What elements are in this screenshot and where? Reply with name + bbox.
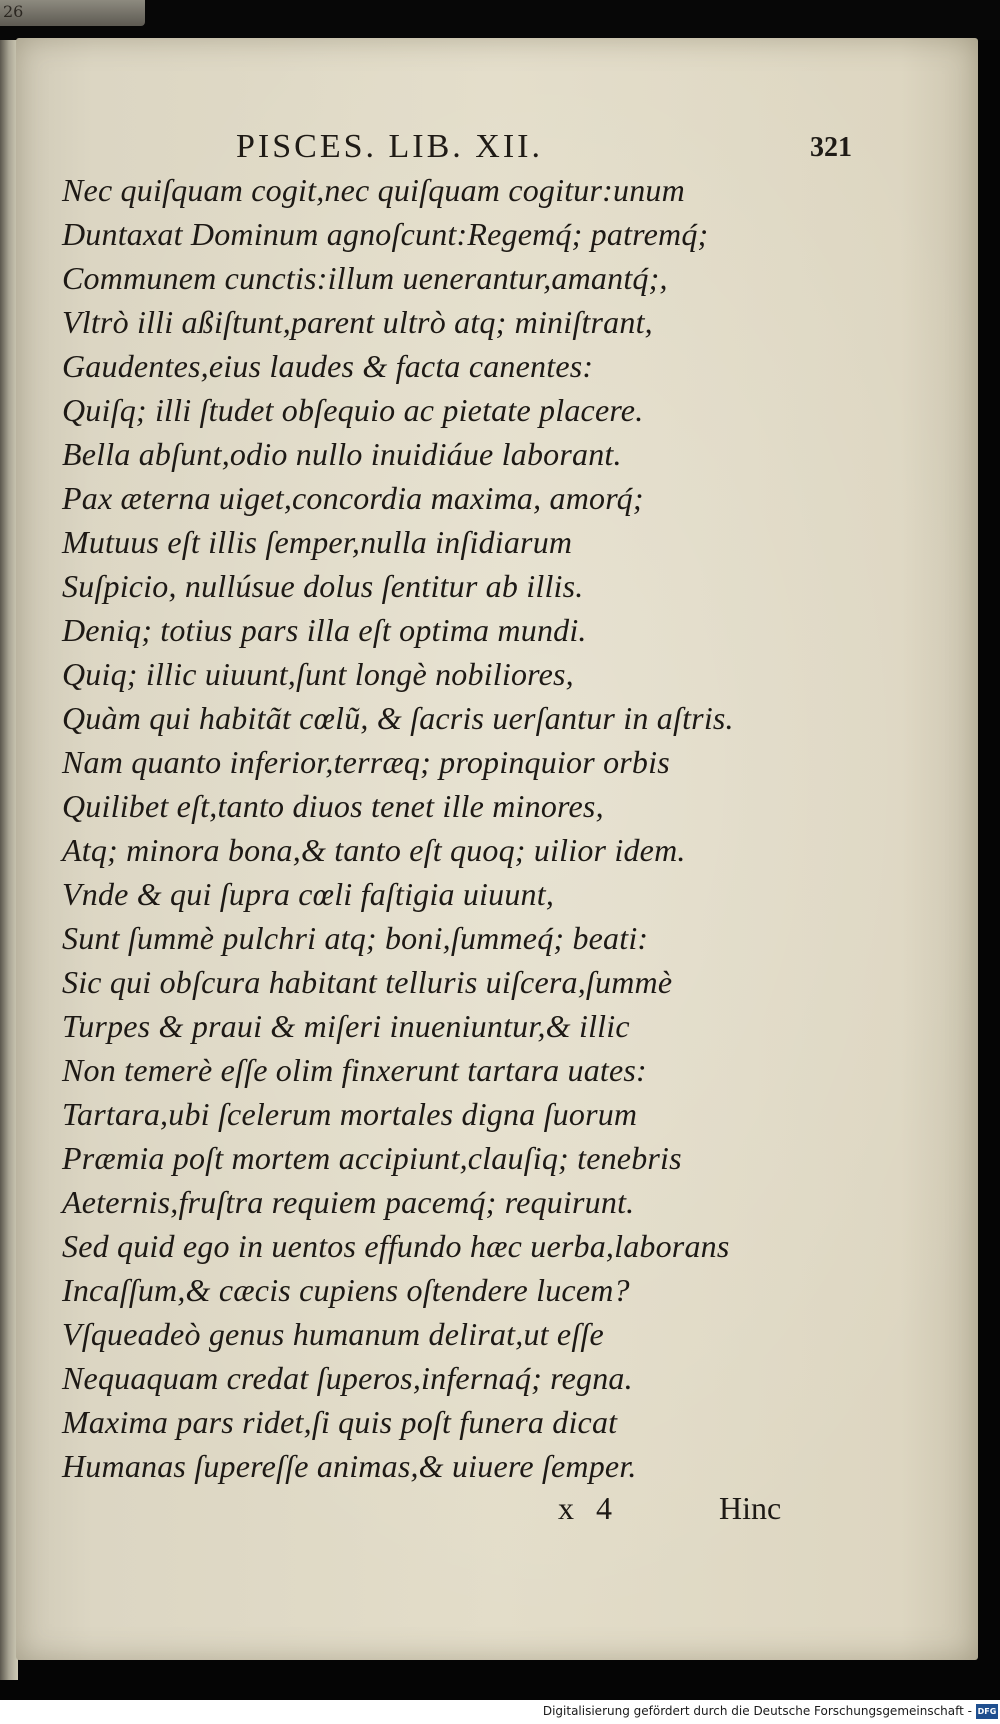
verse-line-2: Duntaxat Dominum agnoſcunt:Regemq́; patremq́; (62, 216, 709, 252)
verse-line-14: Nam quanto inferior,terræq; propinquior orbis (62, 744, 670, 780)
verse-line-3: Communem cunctis:illum uenerantur,amantq́;, (62, 260, 668, 296)
book-page (16, 38, 978, 1660)
verse-line-20: Turpes & praui & miſeri inueniuntur,& illic (62, 1008, 630, 1044)
catchword: Hinc (719, 1490, 782, 1526)
verse-line-17: Vnde & qui ſupra cœli faſtigia uiuunt, (62, 876, 555, 912)
verse-line-24: Aeternis,fruſtra requiem pacemq́; requirunt. (62, 1184, 635, 1220)
verse-line-19: Sic qui obſcura habitant telluris uiſcera,ſummè (62, 964, 673, 1000)
verse-line-18: Sunt ſummè pulchri atq; boni,ſummeq́; beati: (62, 920, 649, 956)
verse-line-16: Atq; minora bona,& tanto eſt quoq; uilior idem. (62, 832, 686, 868)
scan-top-background (0, 0, 1000, 40)
verse-line-30: Humanas ſupereſſe animas,& uiuere ſemper. (62, 1448, 637, 1484)
verse-line-21: Non temerè eſſe olim finxerunt tartara uates: (62, 1052, 647, 1088)
verse-line-4: Vltrò illi aßiſtunt,parent ultrò atq; miniſtrant, (62, 304, 653, 340)
running-head (62, 128, 942, 168)
verse-line-26: Incaſſum,& cæcis cupiens oſtendere lucem? (62, 1272, 630, 1308)
verse-line-27: Vſqueadeò genus humanum delirat,ut eſſe (62, 1316, 604, 1352)
verse-line-28: Nequaquam credat ſuperos,infernaq́; regna. (62, 1360, 633, 1396)
verse-line-10: Suſpicio, nullúsue dolus ſentitur ab illis. (62, 568, 584, 604)
running-title: PISCES. LIB. XII. (236, 128, 543, 165)
neighbor-page-number: 26 (3, 2, 24, 21)
verse-lines (62, 168, 942, 1488)
verse-line-8: Pax æterna uiget,concordia maxima, amorq́; (62, 480, 644, 516)
verse-line-22: Tartara,ubi ſcelerum mortales digna ſuorum (62, 1096, 638, 1132)
verse-line-11: Deniq; totius pars illa eſt optima mundi. (62, 612, 587, 648)
verse-line-25: Sed quid ego in uentos effundo hæc uerba,laborans (62, 1228, 730, 1264)
neighbor-page-strip (0, 0, 145, 26)
verse-line-7: Bella abſunt,odio nullo inuidiáue laborant. (62, 436, 622, 472)
funding-credit: Digitalisierung gefördert durch die Deutsche Forschungsgemeinschaft - (542, 1704, 972, 1718)
page-text-block (62, 128, 942, 1534)
verse-line-15: Quilibet eſt,tanto diuos tenet ille minores, (62, 788, 604, 824)
verse-line-13: Quàm qui habitãt cœlũ, & ſacris uerſantur in aſtris. (62, 700, 734, 736)
credit-bar (0, 1700, 1000, 1724)
page-footer (62, 1490, 942, 1534)
verse-line-1: Nec quiſquam cogit,nec quiſquam cogitur:unum (62, 172, 685, 208)
verse-line-23: Præmia poſt mortem accipiunt,clauſiq; tenebris (62, 1140, 682, 1176)
verse-line-12: Quiq; illic uiuunt,ſunt longè nobiliores, (62, 656, 574, 692)
signature-mark: x 4 (558, 1490, 612, 1526)
verse-line-6: Quiſq; illi ſtudet obſequio ac pietate placere. (62, 392, 644, 428)
verse-line-9: Mutuus eſt illis ſemper,nulla inſidiarum (62, 524, 573, 560)
verse-line-29: Maxima pars ridet,ſi quis poſt funera dicat (62, 1404, 618, 1440)
page-number: 321 (810, 132, 852, 163)
dfg-logo-icon: DFG (976, 1704, 998, 1719)
verse-line-5: Gaudentes,eius laudes & facta canentes: (62, 348, 594, 384)
